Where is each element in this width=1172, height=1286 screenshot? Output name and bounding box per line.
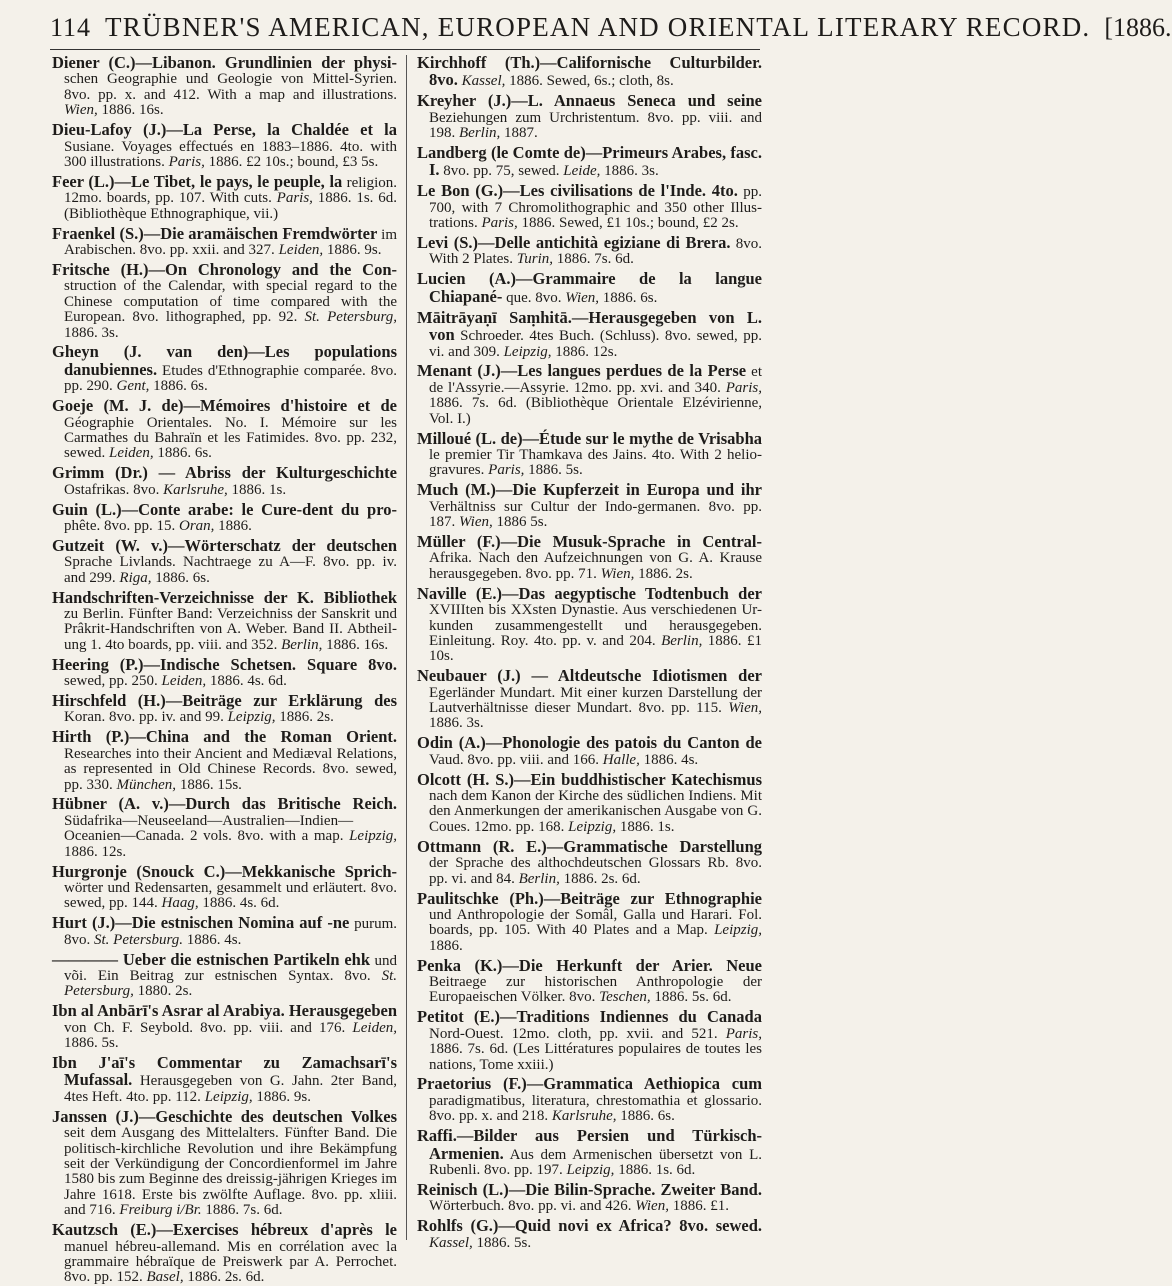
entry-place: Leipzig, — [227, 709, 276, 726]
bibliography-entry — [52, 398, 397, 462]
entry-tail: 1886. 1s. 6d. (Bibliothèque Ethnographique, vii.) — [64, 190, 397, 222]
entry-tail: 1886. 2s. — [275, 709, 334, 726]
entry-head: Kautzsch (E.)—Exercises hébreux d'après le — [52, 1220, 397, 1240]
entry-head: Petitot (E.)—Traditions Indiennes du Canada — [417, 1007, 762, 1027]
entry-place: Teschen, — [599, 989, 651, 1006]
entry-place: Wien, — [728, 700, 762, 717]
bibliography-entry — [417, 1218, 762, 1251]
year-marker: [1886. — [1104, 13, 1172, 42]
bibliography-entry — [52, 465, 397, 498]
entry-place: Leipzig, — [204, 1088, 253, 1105]
bibliography-entry — [52, 171, 398, 222]
entry-tail: 1886. 9s. — [323, 241, 382, 258]
entry-head: Menant (J.)—Les langues perdues de la Perse — [417, 361, 747, 381]
entry-body: Schroeder. 4tes Buch. (Schluss). 8vo. sewed, pp. vi. and 309. — [429, 328, 763, 360]
bibliography-entry — [52, 55, 397, 119]
bibliography-entry — [52, 259, 397, 341]
entry-body: le premier Tir Thamkava des Jains. 4to. With 2 helio-gravures. — [429, 446, 762, 479]
entry-place: Leiden, — [161, 673, 207, 690]
entry-tail: 1886. 5s. — [524, 462, 583, 479]
entry-place: Gent, — [116, 378, 150, 395]
bibliography-entry — [417, 428, 762, 479]
page-number: 114 — [50, 13, 92, 42]
entry-tail: 1886. 16s. — [322, 636, 389, 653]
entry-body: 8vo. With 2 Plates. — [429, 236, 762, 268]
entry-tail: 1886. 6s. — [599, 289, 658, 306]
entry-head: Hirth (P.)—China and the Roman Orient. — [52, 727, 397, 747]
entry-body: und Anthropologie der Somâl, Galla und Harari. Fol. boards, pp. 105. With 40 Plates and a Map. — [429, 906, 762, 939]
entry-place: Paris, — [488, 462, 525, 479]
entry-body: schen Geographie und Geologie von Mittel-Syrien. 8vo. pp. x. and 412. With a map and illustrations. — [64, 71, 397, 103]
entry-body: Egerländer Mundart. Mit einer kurzen Darstellung der Lautverhältnisse dieser Mundart. 8vo. pp. 115. — [429, 684, 762, 717]
bibliography-entry — [417, 769, 762, 836]
entry-tail: 1886. 7s. 6d. (Les Littératures populaires de toutes les nations, Tome xxiii.) — [429, 1041, 762, 1073]
bibliography-entry — [417, 668, 762, 732]
bibliography-entry — [417, 307, 763, 360]
entry-tail: 1886. 9s. — [252, 1088, 311, 1105]
entry-place: Paris, — [276, 190, 313, 207]
entry-tail: 1886. 6s. — [616, 1108, 675, 1125]
entry-place: Riga, — [119, 569, 152, 586]
entry-place: Leipzig, — [503, 343, 552, 360]
entry-body: wörter und Redensarten, gesammelt und erläutert. 8vo. sewed, pp. 144. — [64, 880, 397, 912]
entry-body: Verhältniss sur Cultur der Indo-germanen. 8vo. pp. 187. — [429, 498, 762, 531]
entry-head: Paulitschke (Ph.)—Beiträge zur Ethnographie — [417, 888, 762, 908]
entry-head: Goeje (M. J. de)—Mémoires d'histoire et de — [52, 396, 397, 416]
entry-body: und või. Ein Beitrag zur estnischen Syntax. 8vo. — [64, 952, 397, 985]
bibliography-entry — [417, 955, 762, 1006]
entry-tail: 1886. 4s. 6d. — [198, 895, 280, 912]
entry-place: Oran, — [178, 517, 215, 534]
entry-head: Le Bon (G.)—Les civilisations de l'Inde. 4to. — [417, 181, 738, 201]
entry-tail: 1886. 6s. — [153, 445, 212, 462]
entry-body: Beziehungen zum Urchristentum. 8vo. pp. viii. and 198. — [429, 109, 762, 142]
bibliography-entry — [417, 888, 762, 955]
entry-tail: 1886. 1s. — [616, 818, 675, 835]
entry-body: pp. 700, with 7 Chromolithographic and 350 other Illus-trations. — [429, 184, 762, 232]
entry-body: im Arabischen. 8vo. pp. xxii. and 327. — [64, 226, 397, 258]
entry-body: Vaud. 8vo. pp. viii. and 166. — [429, 751, 603, 768]
entry-head: Gutzeit (W. v.)—Wörterschatz der deutschen — [52, 535, 397, 555]
entry-tail: 1886. 5s. 6d. — [650, 989, 732, 1006]
entry-head: Guin (L.)—Conte arabe: le Cure-dent du pro- — [52, 499, 397, 519]
entry-body: Herausgegeben von G. Jahn. 2ter Band, 4tes Heft. 4to. pp. 112. — [64, 1073, 397, 1105]
entry-head: Penka (K.)—Die Herkunft der Arier. Neue — [417, 955, 762, 975]
entry-head: Lucien (A.)—Grammaire de la langue Chiapané- — [417, 269, 762, 306]
running-header — [50, 12, 1172, 50]
bibliography-entry — [417, 363, 762, 427]
entry-tail: 1886. 4s. — [183, 931, 242, 948]
entry-place: Paris, — [725, 1025, 762, 1042]
entry-tail: 1886. 7s. 6d. — [553, 251, 634, 268]
entry-body: 8vo. pp. 75, sewed. — [443, 163, 564, 180]
entry-body: Koran. 8vo. pp. iv. and 99. — [64, 709, 228, 726]
bibliography-entry — [417, 183, 762, 231]
entry-head: Olcott (H. S.)—Ein buddhistischer Katechismus — [417, 769, 762, 789]
entry-head: Naville (E.)—Das aegyptische Todtenbuch der — [417, 583, 762, 603]
entry-head: Much (M.)—Die Kupferzeit in Europa und ihr — [417, 480, 762, 500]
entry-tail: 1886. 15s. — [176, 776, 242, 793]
entry-body: Wörterbuch. 8vo. pp. vi. and 426. — [429, 1198, 636, 1215]
entry-place: Paris, — [725, 379, 762, 396]
entry-body: Etudes d'Ethnographie comparée. 8vo. pp. 290. — [64, 362, 398, 395]
entry-body: XVIIIten bis XXsten Dynastie. Aus verschiedenen Ur-kunden zusammengestellt und herausgegeben. Einleitung. Roy. 4to. pp. v. and 204. — [429, 602, 762, 649]
entry-body: religion. 12mo. boards, pp. 107. With cuts. — [64, 174, 398, 207]
entry-place: München, — [116, 776, 177, 793]
entry-head: Ottmann (R. E.)—Grammatische Darstellung — [417, 836, 762, 856]
entry-place: Haag, — [161, 895, 199, 912]
journal-title: TRÜBNER'S AMERICAN, EUROPEAN AND ORIENTAL LITERARY RECORD. — [105, 12, 1091, 42]
entry-place: Berlin, — [459, 125, 501, 142]
bibliography-entry — [52, 587, 397, 654]
bibliography-entry — [52, 535, 397, 586]
right-column — [406, 53, 763, 1251]
entry-tail: 1886. 5s. — [64, 1035, 119, 1052]
entry-place: Wien, — [635, 1198, 669, 1215]
entry-head: Heering (P.)—Indische Schetsen. Square 8vo. — [52, 654, 397, 674]
entry-head: Diener (C.)—Libanon. Grundlinien der physi- — [52, 53, 397, 72]
entry-place: Leipzig, — [714, 922, 762, 939]
entry-place: Leide, — [563, 163, 601, 180]
entry-head: Hurgronje (Snouck C.)—Mekkanische Sprich- — [52, 861, 397, 881]
bibliography-entry — [417, 93, 762, 141]
entry-place: Karlsruhe, — [551, 1108, 617, 1125]
bibliography-entry — [417, 1009, 762, 1073]
entry-place: St. Petersburg, — [304, 309, 397, 326]
entry-head: Kirchhoff (Th.)—Californische Culturbilder. 8vo. — [417, 53, 762, 90]
entry-body: nach dem Kanon der Kirche des südlichen Indiens. Mit den Anmerkungen der amerikanischen Ausgabe von G. Coues. 12mo. pp. 168. — [429, 788, 762, 835]
entry-head: Ibn J'aī's Commentar zu Zamachsarī's Mufassal. — [52, 1053, 397, 1090]
entry-head: Handschriften-Verzeichnisse der K. Bibliothek — [52, 587, 397, 607]
entry-head: Milloué (L. de)—Étude sur le mythe de Vrisabha — [417, 428, 762, 448]
entry-place: Berlin, — [281, 636, 323, 653]
entry-place: Kassel, — [429, 1234, 473, 1251]
entry-head: Raffi.—Bilder aus Persien und Türkisch-Armenien. — [417, 1126, 762, 1163]
bibliography-entry — [417, 1179, 762, 1215]
entry-place: Karlsruhe, — [163, 481, 228, 498]
bibliography-entry — [52, 1003, 397, 1051]
bibliography-entry — [52, 344, 397, 394]
entry-tail: 1886. 5s. — [472, 1234, 532, 1251]
bibliography-entry — [417, 1076, 762, 1124]
entry-body: manuel hébreu-allemand. Mis en corrélation avec la grammaire hébraïque de Preiswerk par A. Perrochet. 8vo. pp. 152. — [64, 1238, 397, 1286]
entry-tail: 1886. 1s. 6d. — [614, 1162, 696, 1178]
entry-head: Grimm (Dr.) — Abriss der Kulturgeschichte — [52, 463, 397, 483]
bibliography-entry — [417, 735, 762, 768]
entry-body: struction of the Calendar, with special regard to the Chinese computation of time compared with the European. 8vo. lithographed, pp. 92. — [64, 278, 397, 326]
entry-place: Berlin, — [518, 870, 560, 887]
entry-body: Afrika. Nach den Aufzeichnungen von G. A. Krause herausgegeben. 8vo. pp. 71. — [429, 550, 762, 582]
entry-place: Halle, — [602, 751, 640, 768]
bibliography-entry — [52, 949, 397, 1000]
entry-head: Rohlfs (G.)—Quid novi ex Africa? 8vo. sewed. — [417, 1216, 762, 1236]
entry-body: Susiane. Voyages effectués en 1883–1886. 4to. with 300 illustrations. — [64, 138, 397, 170]
entry-head: Müller (F.)—Die Musuk-Sprache in Central- — [417, 531, 762, 551]
bibliography-entry — [52, 915, 397, 948]
entry-body: paradigmatibus, literatura, chrestomathia et glossario. 8vo. pp. x. and 218. — [429, 1092, 762, 1125]
entry-tail: 1886. — [429, 937, 463, 954]
entry-body: Aus dem Armenischen übersetzt von L. Rubenli. 8vo. pp. 197. — [429, 1146, 762, 1178]
entry-tail: 1880. 2s. — [133, 983, 193, 1000]
entry-place: Paris, — [481, 215, 518, 232]
entry-head: Praetorius (F.)—Grammatica Aethiopica cum — [417, 1074, 762, 1094]
entry-body: von Ch. F. Seybold. 8vo. pp. viii. and 176. — [64, 1019, 353, 1036]
entry-head: ———— Ueber die estnischen Partikeln ehk — [52, 949, 371, 969]
entry-body: seit dem Ausgang des Mittelalters. Fünfter Band. Die politisch-kirchliche Revolution und ihre Bekämpfung seit der Verkündigung der Concordienformel im Jahre 1580 bis zum Beginne des dreissig-jährigen Krieges im Jahre 1618. Erste bis zwölfte Auflage. 8vo. pp. xliii. and 716. — [64, 1125, 397, 1219]
entry-place: Paris, — [168, 153, 205, 170]
entry-place: Leipzig, — [568, 818, 617, 835]
entry-tail: 1886. 2s. 6d. — [183, 1269, 265, 1286]
entry-tail: 1886. Sewed, 6s.; cloth, 8s. — [505, 73, 674, 90]
entry-body: Researches into their Ancient and Mediæval Relations, as represented in Old Chinese Records. 8vo. sewed, pp. 330. — [64, 745, 397, 793]
entry-head: Ibn al Anbārī's Asrar al Arabiya. Herausgegeben — [52, 1001, 397, 1021]
entry-place: Freiburg i/Br. — [119, 1202, 202, 1219]
entry-head: Hurt (J.)—Die estnischen Nomina auf -ne — [52, 913, 350, 933]
entry-tail: 1886. 16s. — [97, 102, 164, 119]
entry-body: Géographie Orientales. No. I. Mémoire sur les Carmathes du Bahraïn et les Fatimides. 8vo. pp. 232, sewed. — [64, 414, 397, 462]
entry-head: Dieu-Lafoy (J.)—La Perse, la Chaldée et la — [52, 120, 397, 140]
bibliography-entry — [52, 122, 397, 170]
entry-tail: 1886. 6s. — [149, 378, 208, 395]
entry-tail: 1886. 4s. 6d. — [206, 673, 287, 690]
entry-head: Fraenkel (S.)—Die aramäischen Fremdwörter — [52, 223, 378, 243]
entry-head: Landberg (le Comte de)—Primeurs Arabes, fasc. I. — [417, 143, 762, 180]
entry-tail: 1886. 12s. — [551, 343, 618, 360]
bibliography-entry — [52, 223, 397, 259]
entry-tail: 1886. 4s. — [639, 751, 699, 768]
bibliography-entry — [417, 55, 762, 90]
entry-tail: 1887. — [500, 125, 538, 142]
bibliography-entry — [52, 861, 397, 912]
entry-tail: 1886 5s. — [492, 514, 548, 531]
entry-tail: 1886. 12s. — [64, 843, 127, 860]
entry-place: Wien, — [459, 514, 493, 531]
entry-place: Leipzig, — [566, 1162, 615, 1178]
entry-head: Hirschfeld (H.)—Beiträge zur Erklärung des — [52, 691, 397, 711]
entry-head: Gheyn (J. van den)—Les populations danubiennes. — [52, 342, 397, 379]
bibliography-entry — [52, 499, 397, 535]
entry-place: Leiden, — [352, 1019, 397, 1036]
entry-head: Levi (S.)—Delle antichità egiziane di Brera. — [417, 233, 731, 253]
entry-body: zu Berlin. Fünfter Band: Verzeichniss der Sanskrit und Prâkrit-Handschriften von A. Weber. Band II. Abtheil-ung 1. 4to boards, pp. viii. and 352. — [64, 606, 397, 653]
bibliography-entry — [417, 482, 762, 530]
bibliography-entry — [52, 654, 397, 690]
entry-tail: 1886. Sewed, £1 10s.; bound, £2 2s. — [517, 215, 739, 232]
entry-head: Māitrāyaṇī Saṃhitā.—Herausgegeben von L. von — [417, 307, 762, 345]
entry-place: Berlin, — [661, 632, 703, 649]
entry-head: Odin (A.)—Phonologie des patois du Canton de — [417, 733, 762, 753]
entry-head: Fritsche (H.)—On Chronology and the Con- — [52, 259, 397, 279]
entry-place: Wien, — [600, 565, 635, 582]
bibliography-entry — [52, 796, 397, 860]
entry-tail: 1886. £1 10s. — [429, 632, 763, 665]
entry-place: St. Petersburg. — [94, 931, 184, 948]
entry-place: Turin, — [516, 251, 554, 268]
bibliography-entry — [417, 235, 762, 268]
bibliography-entry — [417, 271, 762, 306]
entry-head: Reinisch (L.)—Die Bilin-Sprache. Zweiter Band. — [417, 1179, 762, 1199]
entry-body: Nord-Ouest. 12mo. cloth, pp. xvii. and 521. — [429, 1025, 726, 1042]
entry-place: Leipzig, — [349, 828, 397, 845]
bibliography-entry — [52, 729, 397, 793]
entry-tail: 1886. 7s. 6d. — [201, 1202, 283, 1219]
entry-tail: 1886. 2s. — [634, 565, 693, 582]
bibliography-entry — [52, 1055, 397, 1105]
bibliography-entry — [417, 583, 763, 665]
entry-tail: 1886. — [214, 517, 252, 534]
entry-head: Kreyher (J.)—L. Annaeus Seneca und seine — [417, 91, 762, 111]
bibliography-entry — [52, 1106, 397, 1219]
entry-place: Kassel, — [461, 73, 506, 90]
entry-tail: 1886. 3s. — [600, 163, 659, 180]
entry-place: Wien, — [565, 289, 600, 306]
bibliography-entry — [52, 1222, 397, 1286]
entry-body: Beitraege zur historischen Anthropologie der Europaeischen Völker. 8vo. — [429, 974, 762, 1006]
entry-place: St. Petersburg, — [64, 968, 397, 1000]
bibliography-entry — [52, 693, 397, 726]
entry-body: sewed, pp. 250. — [64, 673, 162, 690]
entry-body: phête. 8vo. pp. 15. — [64, 517, 179, 534]
entry-tail: 1886. 3s. — [64, 324, 119, 341]
entry-body: purum. 8vo. — [64, 916, 398, 948]
entry-body: Ostafrikas. 8vo. — [64, 481, 164, 498]
entry-head: Feer (L.)—Le Tibet, le pays, le peuple, la — [52, 171, 343, 191]
bibliography-entry — [417, 836, 762, 887]
entry-place: Basel, — [146, 1269, 184, 1286]
bibliography-entry — [417, 1128, 762, 1178]
bibliography-entry — [417, 531, 762, 582]
entry-place: Leiden, — [109, 445, 154, 462]
entry-tail: 1886. £2 10s.; bound, £3 5s. — [204, 153, 379, 170]
entry-tail: 1886. 1s. — [227, 481, 287, 498]
entry-body: der Sprache des althochdeutschen Glossars Rb. 8vo. pp. vi. and 84. — [429, 855, 762, 887]
entry-tail: 1886. 7s. 6d. (Bibliothèque Orientale Elzévirienne, Vol. I.) — [429, 395, 762, 427]
left-column — [52, 53, 398, 1286]
entry-tail: 1886. 3s. — [429, 715, 484, 732]
entry-body: que. 8vo. — [506, 289, 566, 306]
entry-body: et de l'Assyrie.—Assyrie. 12mo. pp. xvi. and 340. — [429, 364, 762, 396]
entry-head: Hübner (A. v.)—Durch das Britische Reich. — [52, 794, 397, 814]
entry-tail: 1886. 6s. — [151, 569, 210, 586]
entry-body: Sprache Livlands. Nachtraege zu A—F. 8vo. pp. iv. and 299. — [64, 554, 397, 586]
entry-head: Janssen (J.)—Geschichte des deutschen Volkes — [52, 1106, 397, 1126]
entry-body: Südafrika—Neuseeland—Australien—Indien—Oceanien—Canada. 2 vols. 8vo. with a map. — [64, 812, 354, 845]
entry-place: Leiden, — [278, 241, 324, 258]
entry-head: Neubauer (J.) — Altdeutsche Idiotismen der — [417, 666, 762, 686]
bibliography-entry — [417, 145, 762, 180]
entry-tail: 1886. 2s. 6d. — [559, 870, 641, 887]
entry-tail: 1886. £1. — [668, 1198, 729, 1215]
entry-place: Wien, — [64, 102, 98, 119]
